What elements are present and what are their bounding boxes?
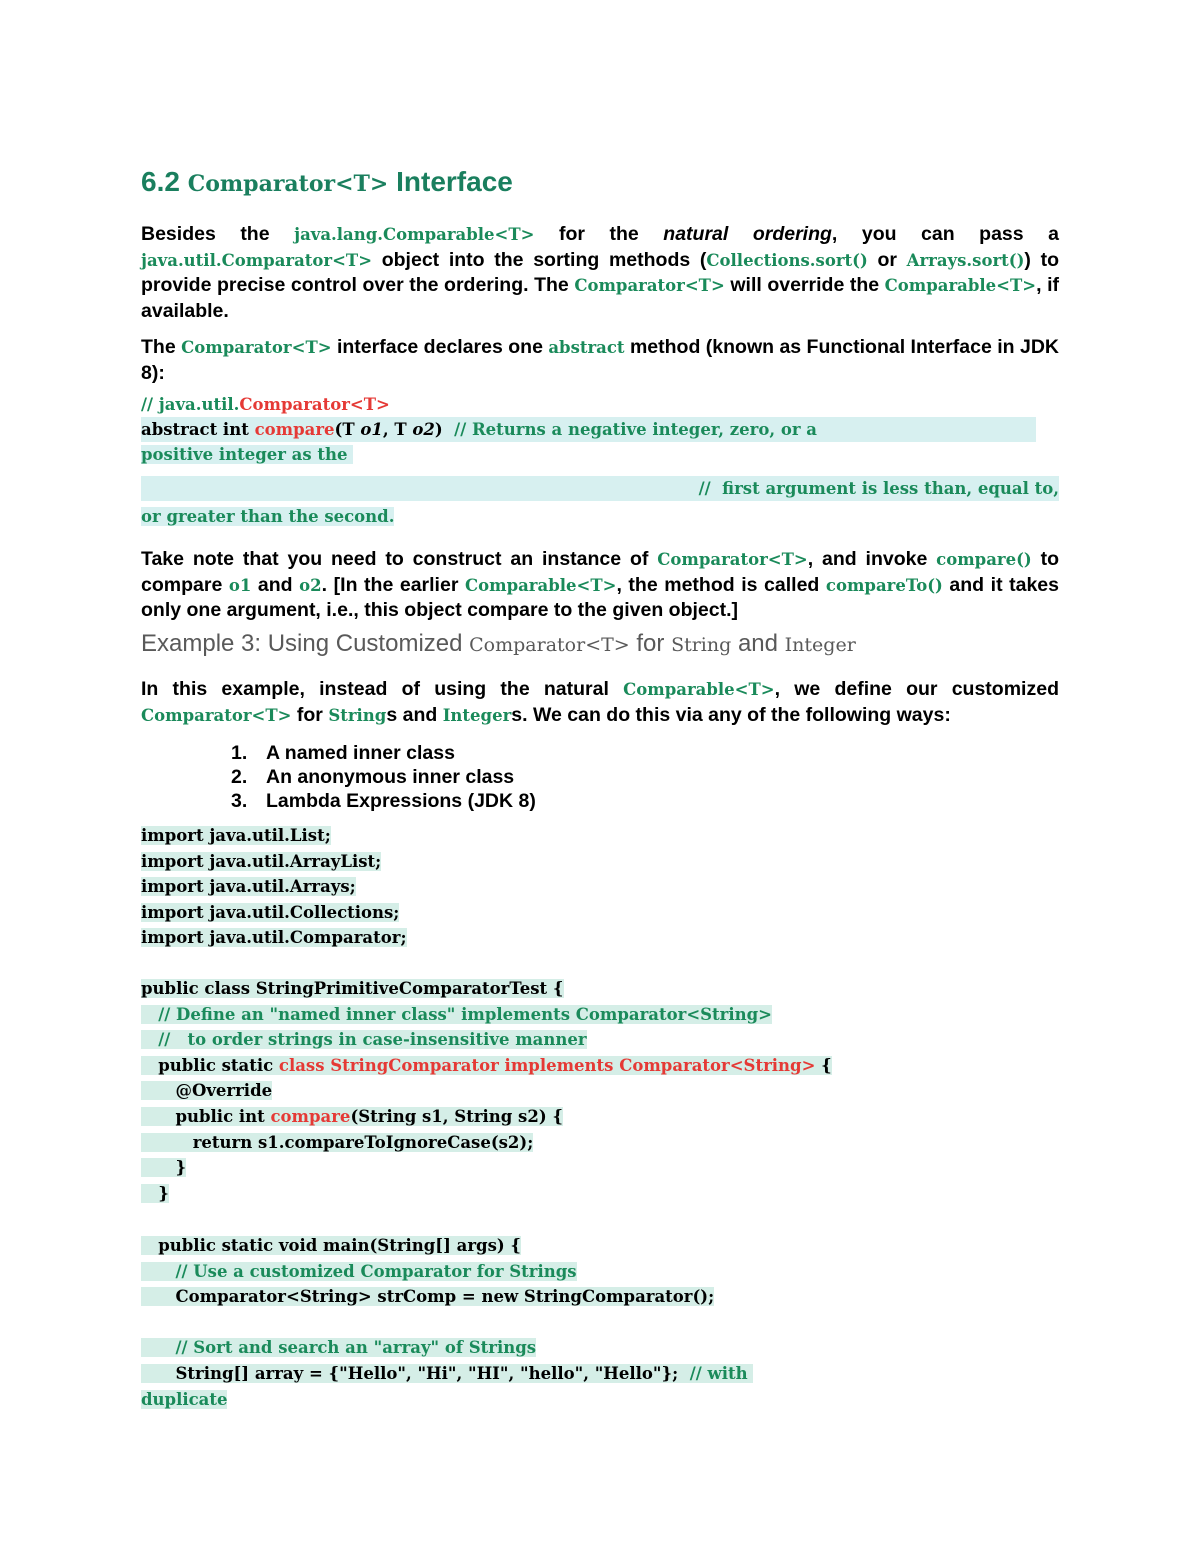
text: s and (386, 703, 443, 726)
code-text: public static (141, 1055, 279, 1075)
code-line (141, 1361, 753, 1387)
text: , you can pass a (831, 223, 1059, 245)
text: and (251, 573, 300, 596)
text: or (867, 248, 907, 271)
paragraph-example (141, 677, 1059, 728)
code-comment: // first argument is less than, equal to, (698, 479, 1059, 498)
list-text: Lambda Expressions (JDK 8) (266, 790, 536, 812)
list-number: 3. (231, 790, 248, 812)
inline-code: o1 (228, 575, 252, 595)
code-comment: // Define an "named inner class" implements Comparator<String> (141, 1004, 772, 1024)
inline-code: o2 (299, 575, 322, 595)
paragraph-intro (141, 222, 1059, 324)
code-comment: // Use a customized Comparator for Strings (141, 1261, 577, 1281)
code-line (141, 1335, 753, 1361)
code-line (141, 925, 407, 951)
code-text: Comparator<String> strComp = new StringComparator(); (141, 1287, 715, 1307)
text: Take note that you need to construct an instance of (141, 548, 658, 570)
code-imports (141, 823, 407, 951)
inline-code: Comparator<T> (469, 634, 630, 656)
inline-code: compare() (936, 550, 1032, 569)
code-highlight: compare (254, 420, 335, 439)
text: , the method is called (616, 573, 826, 596)
import-line: import java.util.ArrayList; (141, 851, 382, 871)
code-line (141, 1027, 832, 1053)
code-comment: // Sort and search an "array" of Strings (141, 1338, 537, 1358)
code-text: abstract int (141, 420, 255, 439)
code-highlight: compare (270, 1106, 351, 1126)
import-line: import java.util.Comparator; (141, 928, 407, 948)
code-comment: // Returns a negative integer, zero, or a (454, 420, 817, 439)
code-text: public int (141, 1106, 271, 1126)
inline-code: Integer (784, 634, 856, 656)
inline-code: java.lang.Comparable<T> (294, 225, 535, 244)
code-line (141, 849, 407, 875)
list-text: An anonymous inner class (266, 766, 515, 788)
code-line (141, 442, 1059, 467)
code-line (141, 1002, 832, 1028)
code-text: } (141, 1183, 169, 1203)
text: to compare (141, 548, 1059, 596)
heading-code: Comparator<T> (187, 171, 389, 197)
list-number: 2. (231, 766, 248, 788)
code-main (141, 1233, 753, 1412)
import-line: import java.util.List; (141, 826, 331, 845)
code-comment: // to order strings in case-insensitive manner (141, 1030, 587, 1050)
inline-code: String (671, 634, 732, 656)
text: The (141, 336, 182, 358)
text: and it takes only one argument, i.e., this object compare to the given object.] (141, 573, 1059, 621)
code-param: o2 (412, 420, 435, 439)
code-line (141, 823, 407, 849)
inline-code: Comparator<T> (181, 338, 332, 357)
inline-code: Comparable<T> (884, 276, 1037, 295)
code-line (141, 874, 407, 900)
code-comment: duplicate (141, 1389, 228, 1409)
code-highlight: Comparator<T> (239, 395, 390, 414)
code-line (141, 900, 407, 926)
inline-code: Comparator<T> (141, 705, 292, 725)
code-param: o1 (360, 420, 383, 439)
code-line (141, 392, 1059, 417)
code-text: (String s1, String s2) { (350, 1106, 563, 1126)
code-line (141, 1130, 832, 1156)
text: Example 3: Using Customized (141, 630, 470, 657)
text: In this example, instead of using the natural (141, 678, 624, 700)
code-line (141, 1181, 832, 1207)
code-line (141, 476, 1059, 501)
list-item (231, 765, 536, 789)
code-line (141, 976, 832, 1002)
import-line: import java.util.Collections; (141, 902, 400, 922)
text: , and invoke (807, 548, 937, 570)
code-line (141, 417, 1036, 442)
code-highlight: class StringComparator implements Comparator<String> (278, 1055, 816, 1075)
code-text: , T (382, 420, 413, 439)
inline-code: Comparator<T> (574, 276, 725, 295)
text: and (731, 630, 785, 657)
inline-code: Integer (442, 705, 512, 725)
code-line (141, 1284, 753, 1310)
code-comment: // java.util. (141, 395, 240, 414)
code-line (141, 1155, 832, 1181)
text: interface declares one (331, 336, 549, 358)
class-declaration: public class StringPrimitiveComparatorTest { (141, 979, 564, 998)
code-text: (T (334, 420, 361, 439)
paragraph-note (141, 547, 1059, 624)
inline-code: Comparable<T> (464, 575, 617, 595)
inline-code: Collections.sort() (706, 250, 868, 270)
code-text: ) (434, 420, 455, 439)
code-line (141, 1233, 753, 1259)
code-text: String[] array = {"Hello", "Hi", "HI", "hello", "Hello"}; (141, 1363, 690, 1383)
code-line (141, 504, 1059, 529)
code-comment: or greater than the second. (141, 507, 395, 526)
code-comment: // with (689, 1363, 754, 1383)
code-text: return s1.compareToIgnoreCase(s2); (141, 1132, 534, 1152)
example-heading (141, 630, 856, 658)
annotation: @Override (141, 1081, 273, 1101)
section-heading (141, 166, 513, 198)
list-item (231, 789, 536, 813)
code-comment: positive integer as the (141, 445, 348, 464)
code-snippet-compare (141, 392, 1059, 529)
code-class (141, 976, 832, 1206)
text: will override the (724, 274, 885, 296)
inline-code: abstract (548, 338, 625, 357)
text: method (known as Functional Interface in JDK 8): (141, 336, 1060, 384)
list-number: 1. (231, 742, 248, 764)
heading-word: Interface (396, 166, 513, 197)
paragraph-interface (141, 335, 1059, 386)
code-line (141, 1259, 753, 1285)
inline-code: Arrays.sort() (906, 250, 1025, 270)
inline-code: compareTo() (825, 575, 943, 595)
code-line (141, 1053, 832, 1079)
inline-code: String (328, 705, 387, 725)
emphasis: natural ordering (663, 223, 832, 245)
list-item (231, 741, 536, 765)
code-line (141, 1078, 832, 1104)
section-number: 6.2 (141, 166, 180, 197)
method-declaration: public static void main(String[] args) { (141, 1236, 522, 1255)
text: for (291, 703, 329, 726)
code-line (141, 1104, 832, 1130)
text: , if available. (141, 274, 1059, 322)
code-line (141, 1387, 753, 1413)
text: s. We can do this via any of the following ways: (511, 703, 951, 726)
ways-list (231, 741, 536, 813)
text: object into the sorting methods ( (372, 248, 707, 271)
text: . [In the earlier (321, 573, 465, 596)
inline-code: Comparator<T> (657, 550, 808, 569)
text: ) to provide precise control over the ordering. The (141, 248, 1059, 296)
text: Besides the (141, 223, 295, 245)
code-text: } (141, 1158, 187, 1178)
inline-code: Comparable<T> (623, 680, 775, 699)
inline-code: java.util.Comparator<T> (141, 250, 373, 270)
code-text: { (815, 1055, 832, 1075)
import-line: import java.util.Arrays; (141, 877, 356, 897)
text: , we define our customized (774, 678, 1059, 700)
text: for (629, 630, 672, 657)
list-text: A named inner class (266, 742, 455, 764)
text: for the (534, 223, 664, 245)
